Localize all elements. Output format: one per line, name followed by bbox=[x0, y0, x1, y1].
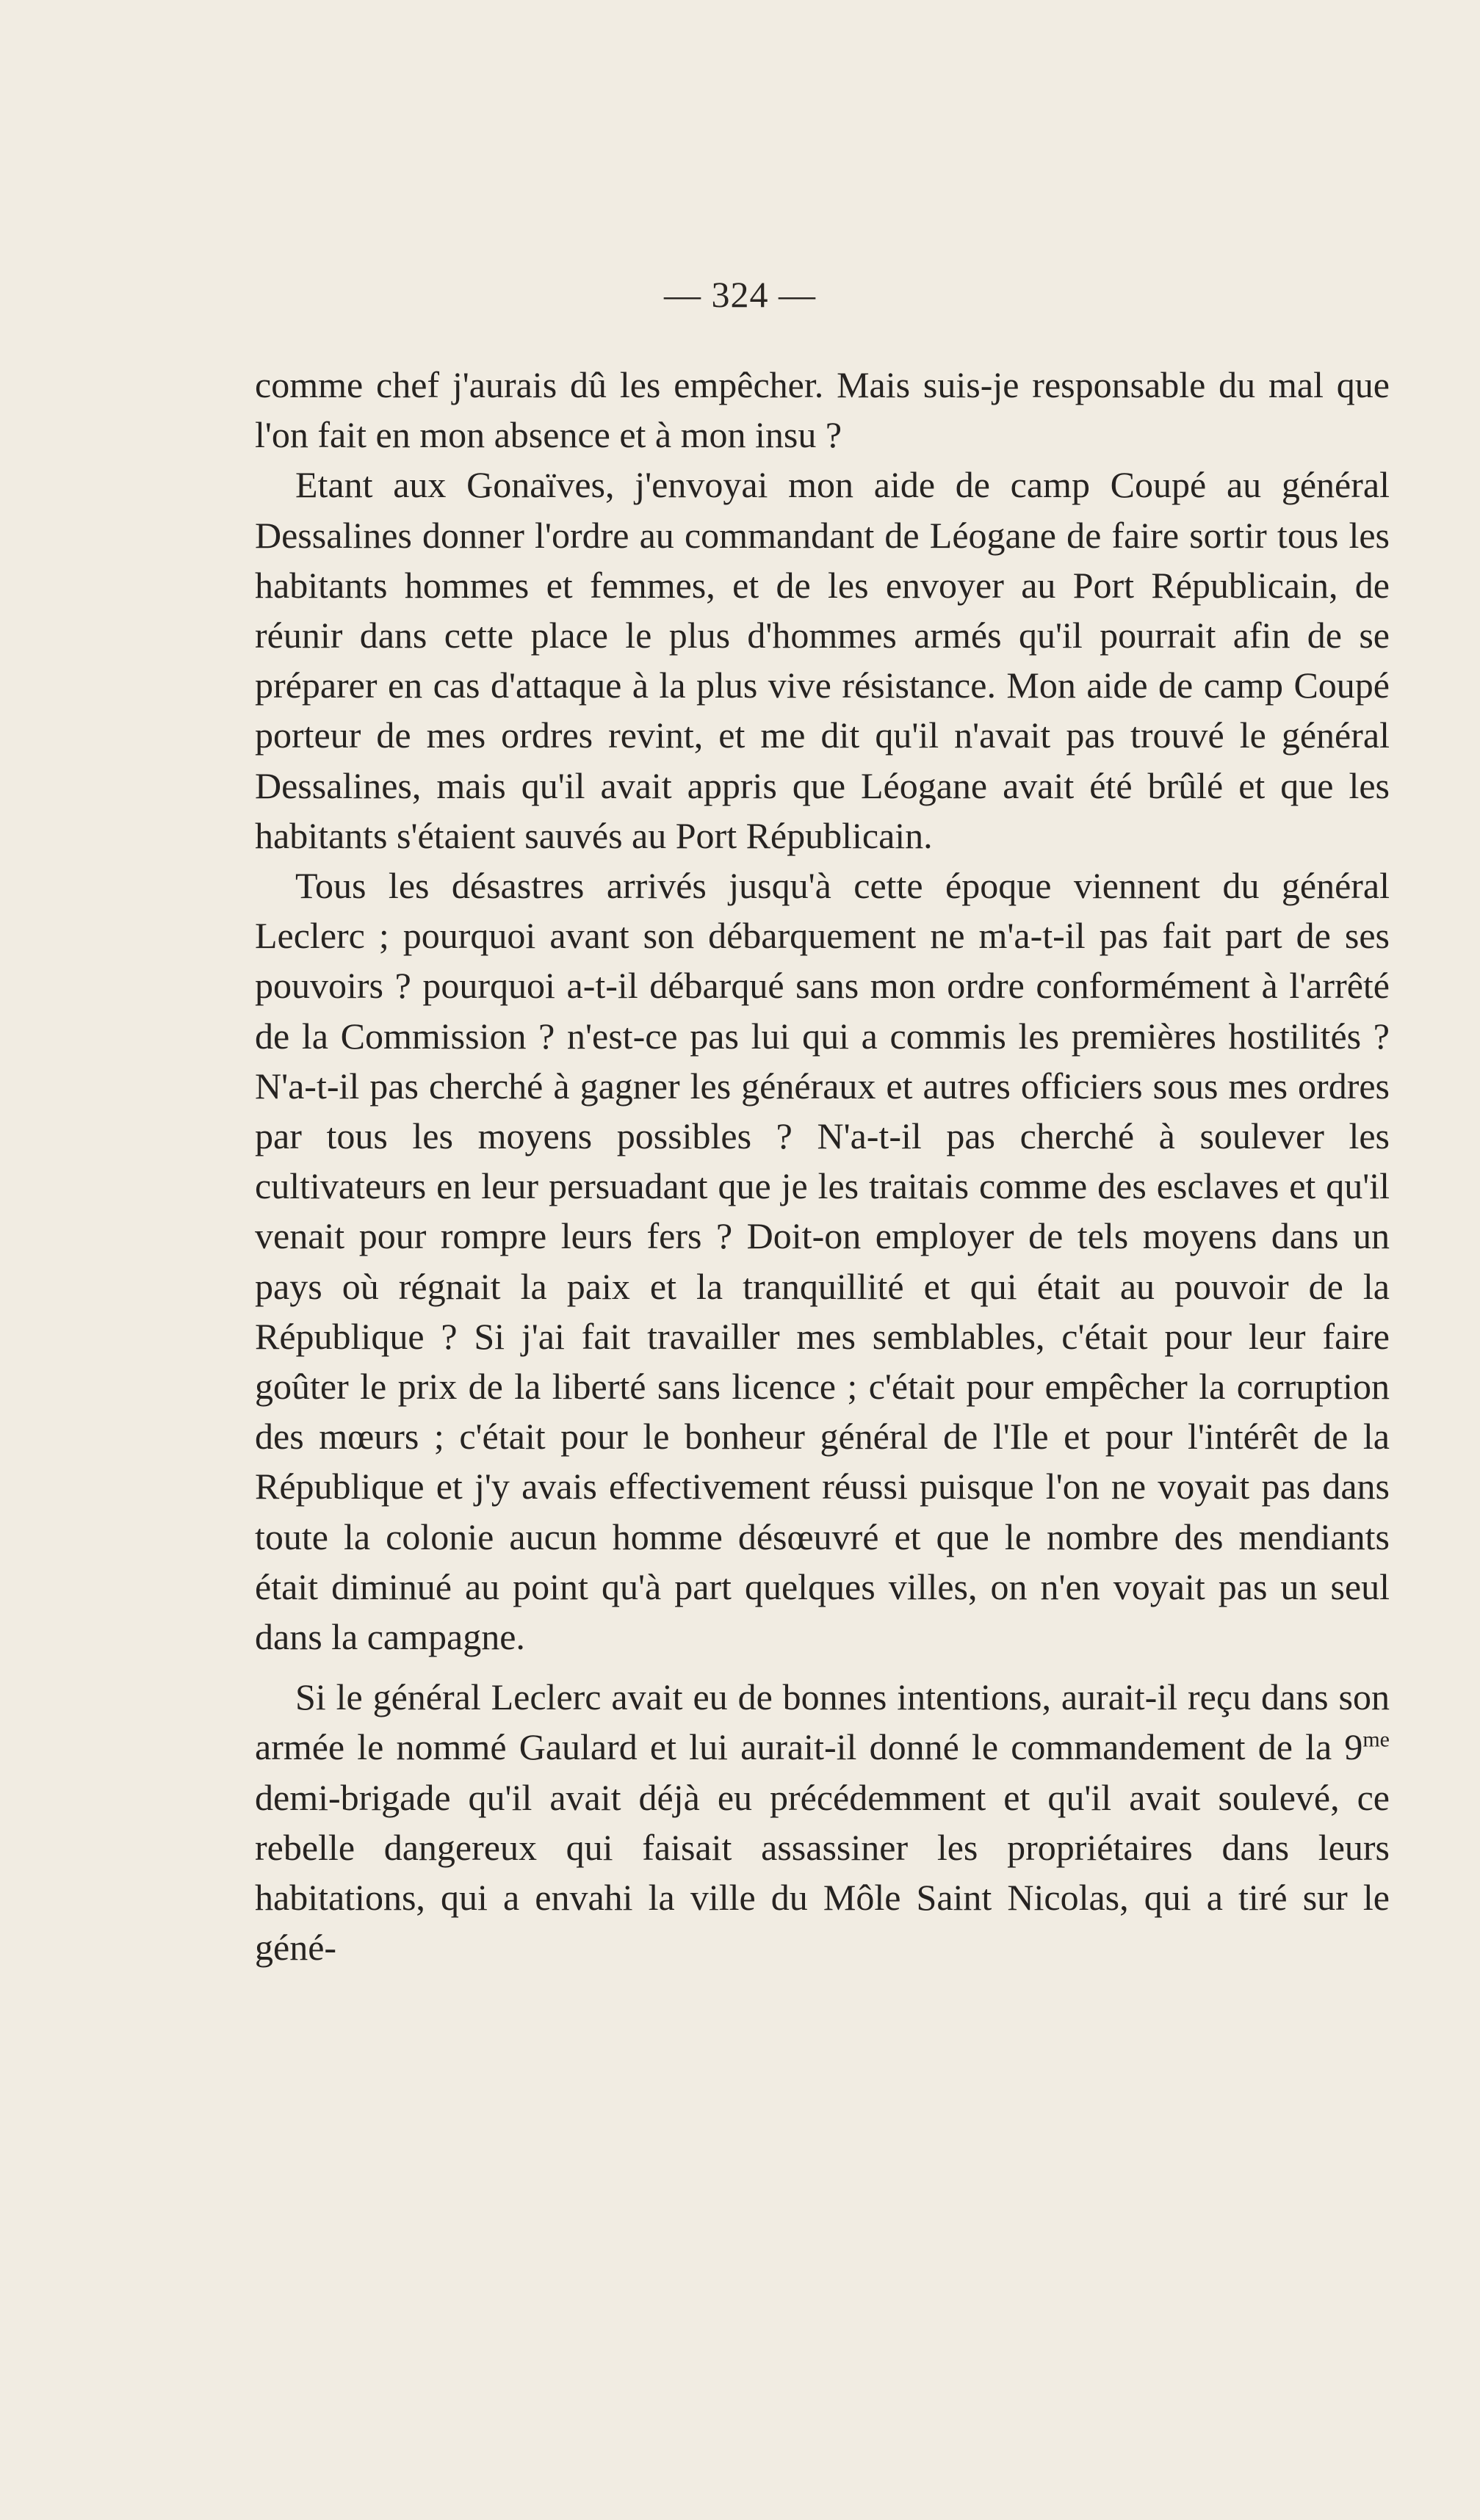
paragraph-2: Etant aux Gonaïves, j'envoyai mon aide de camp Coupé au général Dessalines donner l'ordre au commandant de Léogane de faire sortir tous les habitants hommes et femmes, et de les envoyer au Port Républicain, de réunir dans cette place le plus d'hommes armés qu'il pourrait afin de se préparer en cas d'attaque à la plus vive résistance. Mon aide de camp Coupé porteur de mes ordres revint, et me dit qu'il n'avait pas trouvé le général Dessalines, mais qu'il avait appris que Léogane avait été brûlé et que les habitants s'étaient sauvés au Port Républicain. bbox=[255, 464, 1390, 856]
body-text bbox=[255, 360, 1390, 1973]
paragraph-4-text-after: demi-brigade qu'il avait déjà eu précédemment et qu'il avait soulevé, ce rebelle dangereux qui faisait assassiner les propriétaires dans leurs habitations, qui a envahi la ville du Môle Saint Nicolas, qui a tiré sur le géné- bbox=[255, 1776, 1390, 1969]
paragraph-4-superscript: me bbox=[1362, 1727, 1390, 1752]
paragraph-4-text-before: Si le général Leclerc avait eu de bonnes intentions, aurait-il reçu dans son armée le nommé Gaulard et lui aurait-il donné le commandement de la 9 bbox=[255, 1676, 1390, 1768]
paragraph-4 bbox=[255, 1672, 1390, 1972]
page-number: — 324 — bbox=[664, 274, 816, 315]
paragraph-3: Tous les désastres arrivés jusqu'à cette époque viennent du général Leclerc ; pourquoi avant son débarquement ne m'a-t-il pas fait part de ses pouvoirs ? pourquoi a-t-il débarqué sans mon ordre conformément à l'arrêté de la Commission ? n'est-ce pas lui qui a commis les premières hostilités ? N'a-t-il pas cherché à gagner les généraux et autres officiers sous mes ordres par tous les moyens possibles ? N'a-t-il pas cherché à soulever les cultivateurs en leur persuadant que je les traitais comme des esclaves et qu'il venait pour rompre leurs fers ? Doit-on employer de tels moyens dans un pays où régnait la paix et la tranquillité et qui était au pouvoir de la République ? Si j'ai fait travailler mes semblables, c'était pour leur faire goûter le prix de la liberté sans licence ; c'était pour empêcher la corruption des mœurs ; c'était pour le bonheur général de l'Ile et pour l'intérêt de la République et j'y avais effectivement réussi puisque l'on ne voyait pas dans toute la colonie aucun homme désœuvré et que le nombre des mendiants était diminué au point qu'à part quelques villes, on n'en voyait pas un seul dans la campagne. bbox=[255, 865, 1390, 1658]
paragraph-1: comme chef j'aurais dû les empêcher. Mais suis-je responsable du mal que l'on fait en mon absence et à mon insu ? bbox=[255, 364, 1390, 456]
